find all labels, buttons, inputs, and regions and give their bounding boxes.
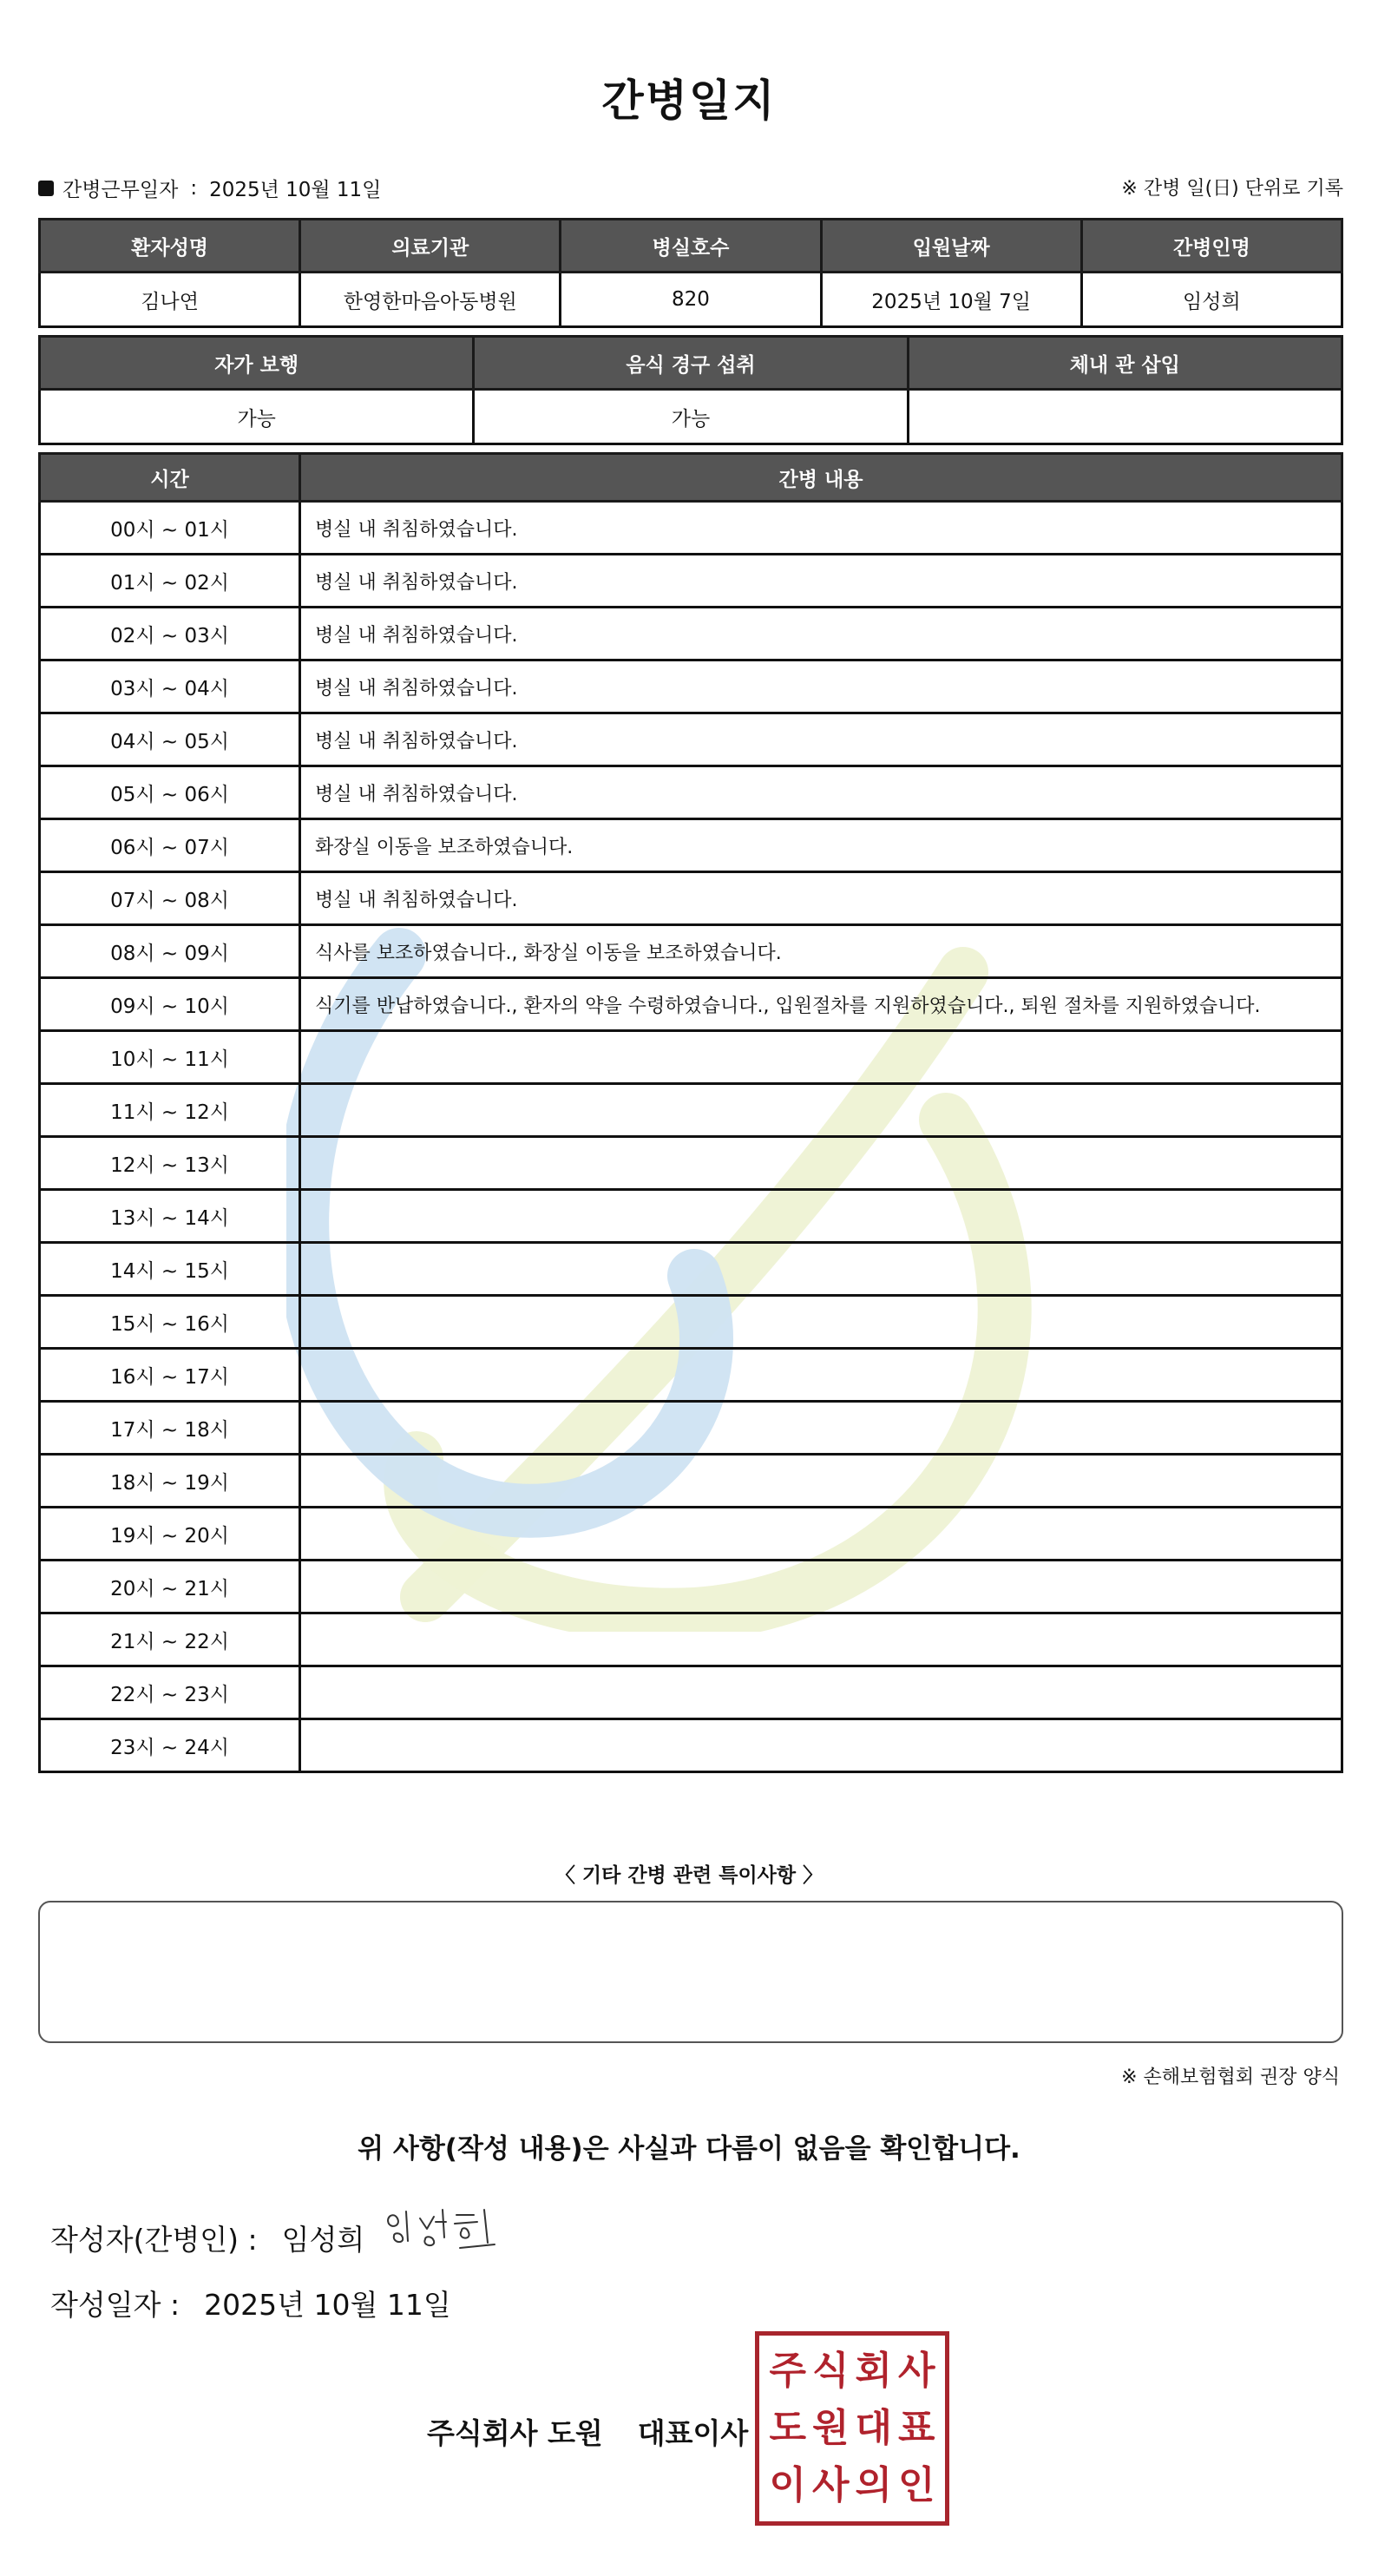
table-row: [40, 1402, 1342, 1455]
work-date-value: 2025년 10월 11일: [209, 179, 382, 201]
table-row: [40, 555, 1342, 608]
write-date-row: [50, 2283, 451, 2323]
content-cell: 화장실 이동을 보조하였습니다.: [300, 819, 1342, 872]
seal-character: 사: [811, 2463, 850, 2507]
ability-table: [38, 335, 1343, 445]
time-cell: 08시 ~ 09시: [40, 925, 300, 978]
header-admission-date: 입원날짜: [821, 220, 1081, 273]
table-row: [40, 978, 1342, 1031]
table-row: [40, 819, 1342, 872]
time-cell: 17시 ~ 18시: [40, 1402, 300, 1455]
content-cell: [300, 1561, 1342, 1613]
table-row: [40, 872, 1342, 925]
time-cell: 13시 ~ 14시: [40, 1190, 300, 1243]
value-institution: 한영한마음아동병원: [300, 273, 561, 327]
table-row: [40, 1561, 1342, 1613]
seal-character: 도: [769, 2406, 806, 2450]
table-row: [40, 925, 1342, 978]
write-date-value: 2025년 10월 11일: [204, 2288, 451, 2322]
table-row: [40, 1296, 1342, 1349]
value-caregiver-name: 임성희: [1081, 273, 1342, 327]
content-cell: 병실 내 취침하였습니다.: [300, 502, 1342, 555]
header-oral-intake: 음식 경구 섭취: [474, 337, 908, 390]
patient-info-value-row: [40, 273, 1342, 327]
content-cell: [300, 1402, 1342, 1455]
content-cell: [300, 1296, 1342, 1349]
table-row: [40, 1137, 1342, 1190]
table-row: [40, 660, 1342, 713]
time-cell: 01시 ~ 02시: [40, 555, 300, 608]
value-room-number: 820: [561, 273, 821, 327]
time-cell: 00시 ~ 01시: [40, 502, 300, 555]
seal-character: 이: [769, 2463, 806, 2507]
value-patient-name: 김나연: [40, 273, 300, 327]
time-cell: 12시 ~ 13시: [40, 1137, 300, 1190]
ability-value-row: [40, 390, 1342, 444]
writer-row: [50, 2218, 364, 2258]
table-row: [40, 1508, 1342, 1561]
header-self-walking: 자가 보행: [40, 337, 474, 390]
work-date-group: [38, 174, 381, 202]
time-cell: 10시 ~ 11시: [40, 1031, 300, 1084]
content-cell: [300, 1349, 1342, 1402]
header-time: 시간: [40, 454, 300, 502]
time-cell: 22시 ~ 23시: [40, 1666, 300, 1719]
content-cell: 병실 내 취침하였습니다.: [300, 555, 1342, 608]
header-patient-name: 환자성명: [40, 220, 300, 273]
seal-character: 대: [855, 2406, 892, 2450]
header-institution: 의료기관: [300, 220, 561, 273]
table-row: [40, 1455, 1342, 1508]
content-cell: [300, 1666, 1342, 1719]
content-cell: 병실 내 취침하였습니다.: [300, 766, 1342, 819]
table-row: [40, 1084, 1342, 1137]
content-cell: 병실 내 취침하였습니다.: [300, 713, 1342, 766]
square-bullet-icon: [38, 181, 54, 196]
header-care-content: 간병 내용: [300, 454, 1342, 502]
form-source-note: ※ 손해보험협회 권장 양식: [1121, 2067, 1340, 2088]
table-row: [40, 1243, 1342, 1296]
notes-title: 〈 기타 간병 관련 특이사항 〉: [554, 1864, 824, 1887]
representative-title: 대표이사: [637, 2416, 749, 2450]
table-row: [40, 1719, 1342, 1772]
content-cell: [300, 1613, 1342, 1666]
seal-character: 원: [811, 2406, 850, 2450]
time-cell: 21시 ~ 22시: [40, 1613, 300, 1666]
table-row: [40, 502, 1342, 555]
care-log-table: [38, 452, 1343, 1773]
seal-character: 의: [855, 2463, 892, 2507]
handwritten-signature: [382, 2205, 521, 2265]
seal-character: 주: [769, 2349, 806, 2393]
content-cell: [300, 1031, 1342, 1084]
table-row: [40, 713, 1342, 766]
meta-row: [38, 174, 1343, 208]
seal-character: 사: [897, 2349, 935, 2393]
time-cell: 16시 ~ 17시: [40, 1349, 300, 1402]
write-date-label: 작성일자 :: [50, 2288, 180, 2322]
content-cell: [300, 1719, 1342, 1772]
daily-record-note: ※ 간병 일(日) 단위로 기록: [1121, 178, 1343, 200]
table-row: [40, 766, 1342, 819]
company-name: 주식회사 도원: [427, 2416, 603, 2450]
value-admission-date: 2025년 10월 7일: [821, 273, 1081, 327]
writer-name: 임성희: [281, 2223, 365, 2257]
content-cell: 병실 내 취침하였습니다.: [300, 608, 1342, 660]
notes-box: [38, 1901, 1343, 2043]
header-room-number: 병실호수: [561, 220, 821, 273]
time-cell: 15시 ~ 16시: [40, 1296, 300, 1349]
page-title: 간병일지: [601, 76, 777, 126]
ability-header-row: [40, 337, 1342, 390]
table-row: [40, 1031, 1342, 1084]
patient-info-table: [38, 218, 1343, 328]
content-cell: 병실 내 취침하였습니다.: [300, 872, 1342, 925]
work-date-separator: :: [190, 176, 198, 200]
time-cell: 14시 ~ 15시: [40, 1243, 300, 1296]
company-seal-stamp: [755, 2331, 949, 2526]
seal-character: 인: [897, 2463, 935, 2507]
time-cell: 18시 ~ 19시: [40, 1455, 300, 1508]
confirmation-statement: 위 사항(작성 내용)은 사실과 다름이 없음을 확인합니다.: [358, 2133, 1020, 2165]
content-cell: [300, 1508, 1342, 1561]
time-cell: 23시 ~ 24시: [40, 1719, 300, 1772]
table-row: [40, 1613, 1342, 1666]
writer-label: 작성자(간병인) :: [50, 2223, 258, 2257]
time-cell: 02시 ~ 03시: [40, 608, 300, 660]
value-tube-insertion: [908, 390, 1342, 444]
content-cell: [300, 1455, 1342, 1508]
time-cell: 06시 ~ 07시: [40, 819, 300, 872]
time-cell: 11시 ~ 12시: [40, 1084, 300, 1137]
time-cell: 19시 ~ 20시: [40, 1508, 300, 1561]
value-oral-intake: 가능: [474, 390, 908, 444]
time-cell: 07시 ~ 08시: [40, 872, 300, 925]
company-signature-line: [427, 2411, 748, 2452]
content-cell: 식사를 보조하였습니다., 화장실 이동을 보조하였습니다.: [300, 925, 1342, 978]
seal-text-grid: [766, 2343, 938, 2514]
table-row: [40, 1666, 1342, 1719]
work-date-label: 간병근무일자: [62, 179, 179, 201]
patient-info-header-row: [40, 220, 1342, 273]
content-cell: [300, 1243, 1342, 1296]
header-caregiver-name: 간병인명: [1081, 220, 1342, 273]
seal-character: 회: [855, 2349, 892, 2393]
seal-character: 식: [811, 2349, 850, 2393]
value-self-walking: 가능: [40, 390, 474, 444]
time-cell: 03시 ~ 04시: [40, 660, 300, 713]
time-cell: 05시 ~ 06시: [40, 766, 300, 819]
content-cell: 병실 내 취침하였습니다.: [300, 660, 1342, 713]
table-row: [40, 1190, 1342, 1243]
content-cell: 식기를 반납하였습니다., 환자의 약을 수령하였습니다., 입원절차를 지원하였습니다., 퇴원 절차를 지원하였습니다.: [300, 978, 1342, 1031]
care-log-header-row: [40, 454, 1342, 502]
seal-character: 표: [897, 2406, 935, 2450]
time-cell: 09시 ~ 10시: [40, 978, 300, 1031]
time-cell: 04시 ~ 05시: [40, 713, 300, 766]
content-cell: [300, 1190, 1342, 1243]
header-tube-insertion: 체내 관 삽입: [908, 337, 1342, 390]
time-cell: 20시 ~ 21시: [40, 1561, 300, 1613]
content-cell: [300, 1137, 1342, 1190]
table-row: [40, 1349, 1342, 1402]
table-row: [40, 608, 1342, 660]
content-cell: [300, 1084, 1342, 1137]
